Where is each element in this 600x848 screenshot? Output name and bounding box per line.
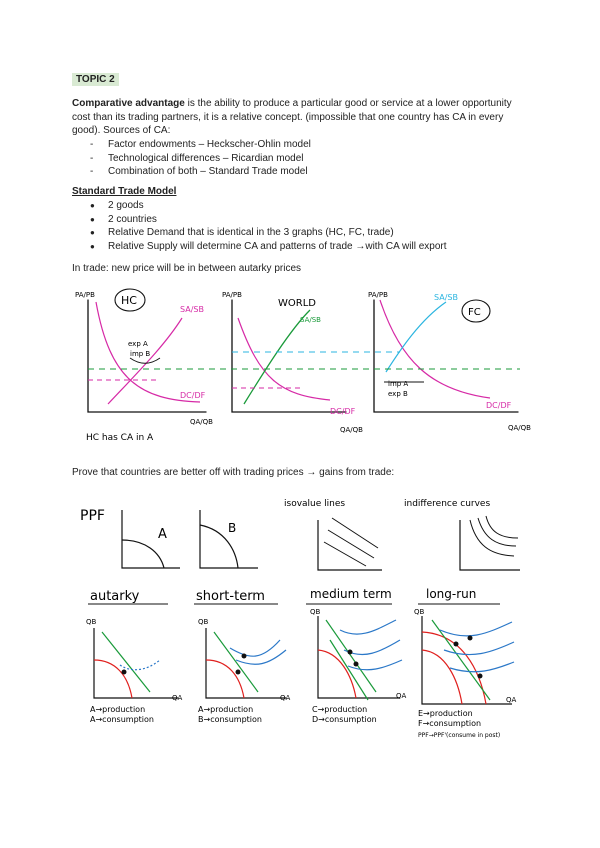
svg-text:imp B: imp B xyxy=(130,350,151,358)
topic-label: TOPIC 2 xyxy=(72,73,119,86)
svg-text:QA: QA xyxy=(280,694,291,702)
svg-text:short-term: short-term xyxy=(196,589,265,604)
svg-text:C→production: C→production xyxy=(312,705,368,714)
svg-text:QA: QA xyxy=(506,696,517,704)
ca-term: Comparative advantage xyxy=(72,98,185,109)
svg-text:autarky: autarky xyxy=(90,589,140,604)
svg-text:indifference curves: indifference curves xyxy=(404,499,491,509)
svg-text:QB: QB xyxy=(198,618,209,626)
svg-text:B→consumption: B→consumption xyxy=(198,715,262,724)
svg-text:long-run: long-run xyxy=(426,587,477,601)
svg-text:F→consumption: F→consumption xyxy=(418,719,482,728)
hc-label: HC xyxy=(121,294,137,307)
list-item: ● Relative Supply will determine CA and patterns of trade →with CA will export xyxy=(90,240,447,252)
svg-text:PPF: PPF xyxy=(80,508,105,524)
svg-text:QA/QB: QA/QB xyxy=(340,426,363,434)
svg-text:PPF→PPF'(consume in post): PPF→PPF'(consume in post) xyxy=(418,732,501,739)
svg-text:PA/PB: PA/PB xyxy=(222,291,242,299)
svg-text:QB: QB xyxy=(310,608,321,616)
svg-text:SA/SB: SA/SB xyxy=(180,305,204,314)
svg-text:QA: QA xyxy=(396,692,407,700)
world-label: WORLD xyxy=(278,298,316,309)
hc-note: HC has CA in A xyxy=(86,433,154,443)
svg-text:A→production: A→production xyxy=(198,705,254,714)
svg-text:A→production: A→production xyxy=(90,705,146,714)
svg-text:exp B: exp B xyxy=(388,390,408,398)
list-item: ● 2 goods xyxy=(90,200,144,211)
svg-text:QA/QB: QA/QB xyxy=(508,424,531,432)
trade-statement: In trade: new price will be in between autarky prices xyxy=(72,263,302,274)
ca-definition: is the ability to produce a particular good or service at a lower opportunity cost than its trading partners, it is a relative concept. (impossible that one country has CA in every good). Sources of CA: xyxy=(72,98,512,136)
svg-text:imp A: imp A xyxy=(388,380,409,388)
svg-text:QB: QB xyxy=(86,618,97,626)
section-title: Standard Trade Model xyxy=(72,186,177,197)
svg-text:QA/QB: QA/QB xyxy=(190,418,213,426)
svg-text:QA: QA xyxy=(172,694,183,702)
price-axis-label: PA/PB xyxy=(75,291,95,299)
prove-statement: Prove that countries are better off with trading prices → gains from trade: xyxy=(72,467,395,478)
svg-text:DC/DF: DC/DF xyxy=(180,391,206,400)
list-item: - Factor endowments – Heckscher-Ohlin model xyxy=(90,139,311,150)
svg-text:D→consumption: D→consumption xyxy=(312,715,377,724)
svg-text:QB: QB xyxy=(414,608,425,616)
svg-text:isovalue lines: isovalue lines xyxy=(284,499,346,509)
list-item: - Combination of both – Standard Trade model xyxy=(90,166,308,177)
svg-text:DC/DF: DC/DF xyxy=(486,401,512,410)
svg-text:exp A: exp A xyxy=(128,340,148,348)
list-item: ● Relative Demand that is identical in the 3 graphs (HC, FC, trade) xyxy=(90,227,394,238)
svg-text:PA/PB: PA/PB xyxy=(368,291,388,299)
svg-text:DC/DF: DC/DF xyxy=(330,407,356,416)
list-item: - Technological differences – Ricardian model xyxy=(90,152,304,164)
svg-text:A: A xyxy=(158,527,167,542)
svg-text:medium term: medium term xyxy=(310,587,392,601)
svg-text:E→production: E→production xyxy=(418,709,473,718)
svg-text:A→consumption: A→consumption xyxy=(90,715,154,724)
svg-text:SA/SB: SA/SB xyxy=(434,293,458,302)
list-item: ● 2 countries xyxy=(90,213,157,225)
svg-text:SA/SB: SA/SB xyxy=(300,316,321,324)
svg-text:B: B xyxy=(228,521,237,535)
fc-label: FC xyxy=(468,307,481,318)
